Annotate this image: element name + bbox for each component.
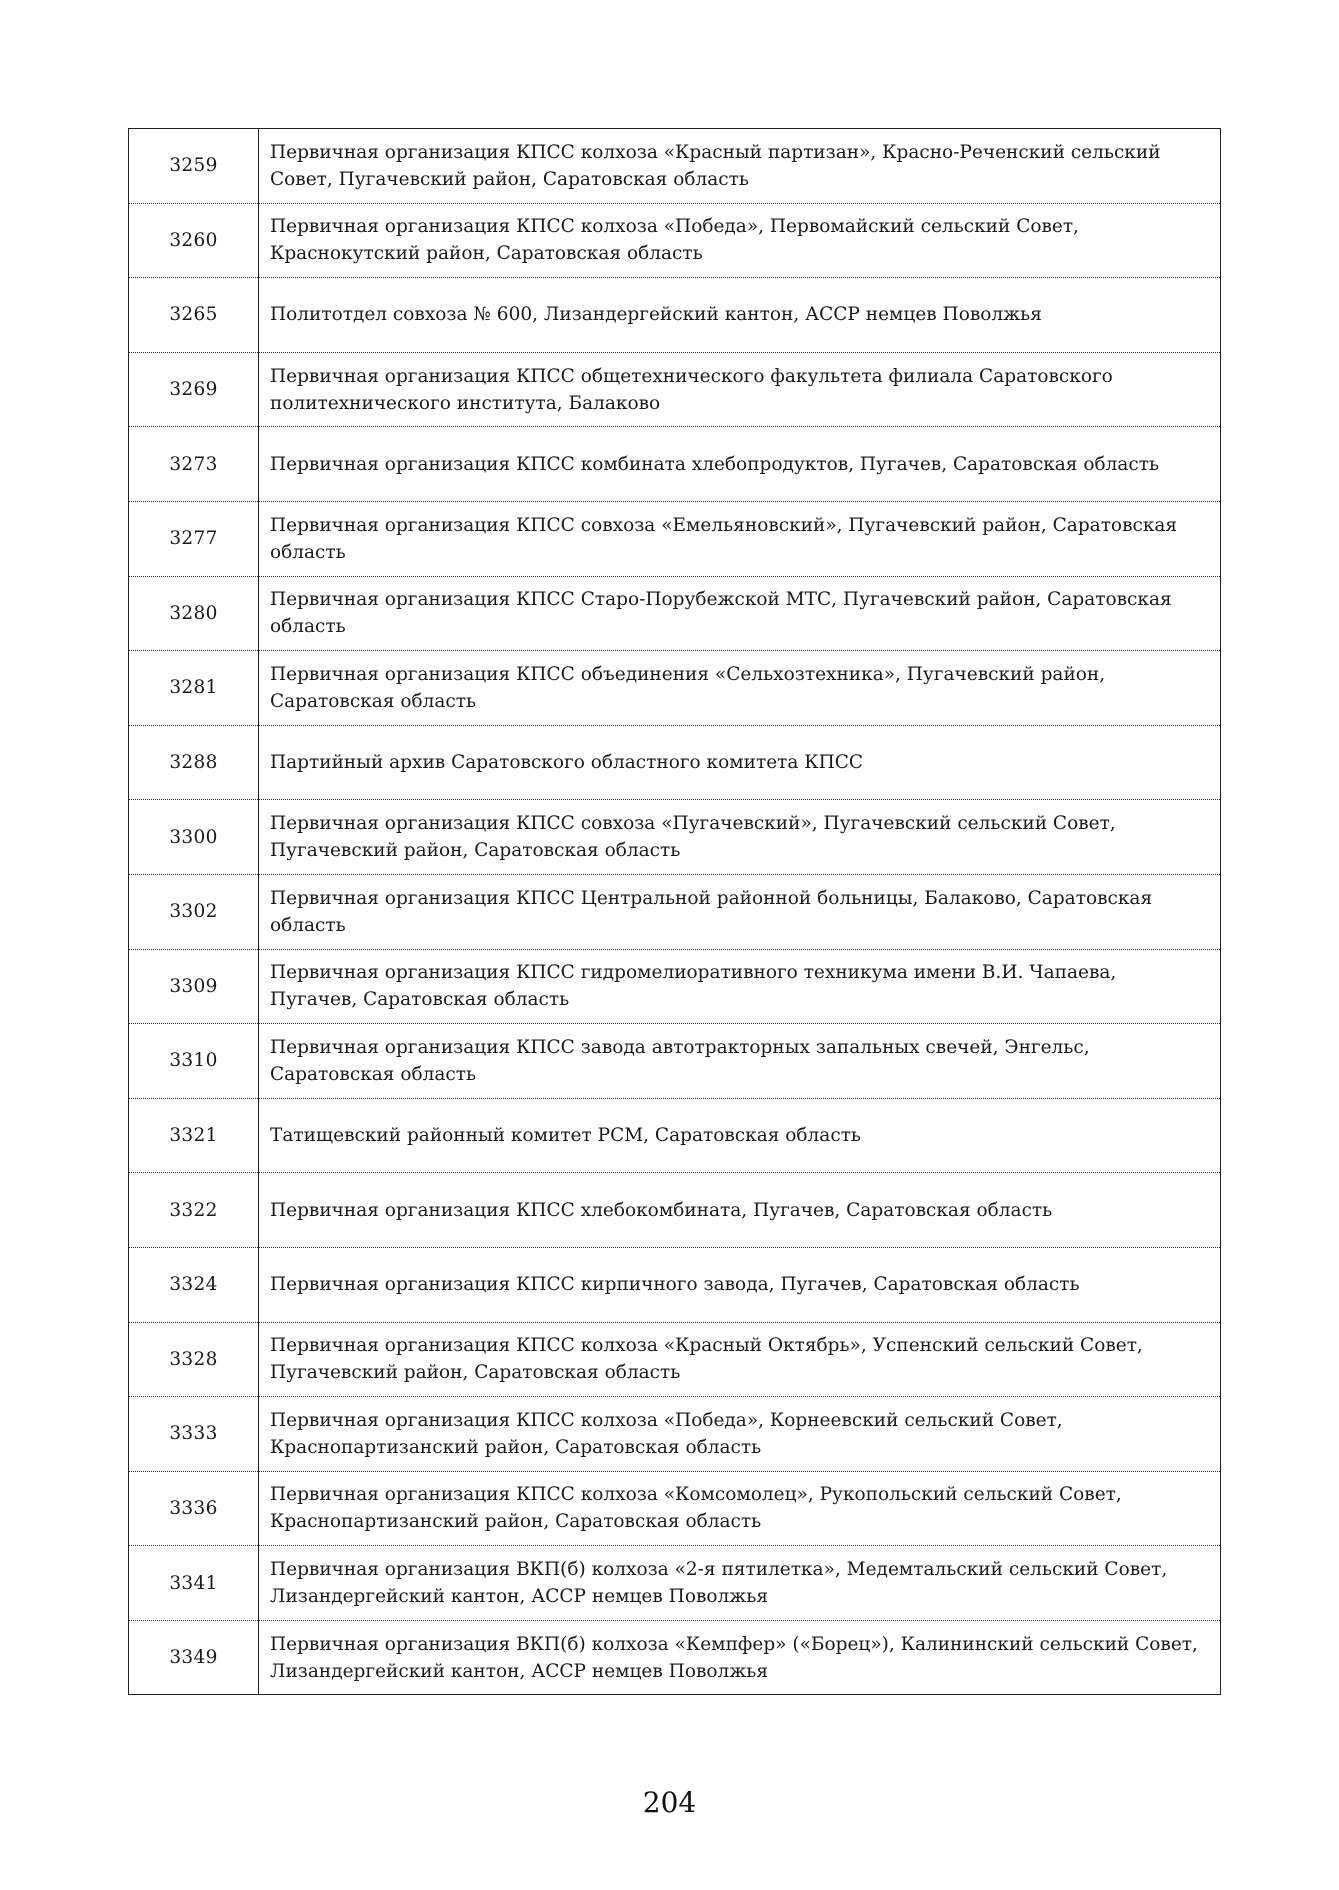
- table-row: [129, 651, 1221, 726]
- fund-description: Первичная организация КПСС Центральной районной больницы, Балаково, Саратовская область: [259, 874, 1221, 949]
- table-row: [129, 874, 1221, 949]
- fund-description: Первичная организация КПСС кирпичного завода, Пугачев, Саратовская область: [259, 1247, 1221, 1322]
- fund-number: 3310: [129, 1024, 259, 1099]
- fund-description: Первичная организация ВКП(б) колхоза «2-я пятилетка», Медемтальский сельский Совет, Лизандергейский кантон, АССР немцев Поволжья: [259, 1546, 1221, 1621]
- fund-description: Первичная организация КПСС колхоза «Победа», Корнеевский сельский Совет, Краснопартизанский район, Саратовская область: [259, 1397, 1221, 1472]
- table-row: [129, 278, 1221, 353]
- fund-number: 3309: [129, 949, 259, 1024]
- fund-number: 3341: [129, 1546, 259, 1621]
- fund-number: 3281: [129, 651, 259, 726]
- table-row: [129, 352, 1221, 427]
- fund-description: Первичная организация КПСС колхоза «Комсомолец», Рукопольский сельский Совет, Краснопартизанский район, Саратовская область: [259, 1471, 1221, 1546]
- table-row: [129, 949, 1221, 1024]
- fund-description: Первичная организация ВКП(б) колхоза «Кемпфер» («Борец»), Калининский сельский Совет, Лизандергейский кантон, АССР немцев Поволжья: [270, 1633, 1198, 1682]
- table-row: [129, 800, 1221, 875]
- fund-number: 3322: [129, 1173, 259, 1248]
- fund-description: Первичная организация КПСС Старо-Порубежской МТС, Пугачевский район, Саратовская область: [259, 576, 1221, 651]
- table-row: [129, 203, 1221, 278]
- fund-description: Политотдел совхоза № 600, Лизандергейский кантон, АССР немцев Поволжья: [259, 278, 1221, 353]
- fund-description: Первичная организация КПСС колхоза «Красный Октябрь», Успенский сельский Совет, Пугачевский район, Саратовская область: [259, 1322, 1221, 1397]
- fund-description: Первичная организация КПСС колхоза «Красный партизан», Красно-Реченский сельский Совет, Пугачевский район, Саратовская область: [259, 129, 1221, 204]
- table-row: [129, 1546, 1221, 1621]
- fund-number: 3324: [129, 1247, 259, 1322]
- fund-description: Первичная организация КПСС колхоза «Победа», Первомайский сельский Совет, Краснокутский район, Саратовская область: [259, 203, 1221, 278]
- table-row: [129, 725, 1221, 800]
- fund-list-table: [128, 128, 1221, 1695]
- table-row: [129, 1173, 1221, 1248]
- table-row: [129, 1620, 1221, 1695]
- fund-number: 3333: [129, 1397, 259, 1472]
- fund-number: 3321: [129, 1098, 259, 1173]
- fund-number: 3288: [129, 725, 259, 800]
- fund-number: 3259: [129, 129, 259, 204]
- table-row: [129, 1322, 1221, 1397]
- fund-list-body: [129, 129, 1221, 1695]
- fund-number: 3349: [129, 1620, 259, 1695]
- table-row: [129, 1397, 1221, 1472]
- table-row: [129, 1247, 1221, 1322]
- table-row: [129, 427, 1221, 502]
- fund-number: 3269: [129, 352, 259, 427]
- fund-number: 3280: [129, 576, 259, 651]
- table-row: [129, 501, 1221, 576]
- fund-description: Первичная организация КПСС объединения «Сельхозтехника», Пугачевский район, Саратовская область: [259, 651, 1221, 726]
- fund-description: Партийный архив Саратовского областного комитета КПСС: [259, 725, 1221, 800]
- table-row: [129, 1098, 1221, 1173]
- fund-number: 3302: [129, 874, 259, 949]
- fund-number: 3277: [129, 501, 259, 576]
- fund-description: Первичная организация КПСС совхоза «Пугачевский», Пугачевский сельский Совет, Пугачевский район, Саратовская область: [259, 800, 1221, 875]
- fund-number: 3328: [129, 1322, 259, 1397]
- table-row: [129, 129, 1221, 204]
- fund-description: Первичная организация КПСС комбината хлебопродуктов, Пугачев, Саратовская область: [259, 427, 1221, 502]
- fund-description: Первичная организация КПСС завода автотракторных запальных свечей, Энгельс, Саратовская область: [259, 1024, 1221, 1099]
- fund-description: Первичная организация КПСС совхоза «Емельяновский», Пугачевский район, Саратовская область: [259, 501, 1221, 576]
- fund-number: 3260: [129, 203, 259, 278]
- table-row: [129, 576, 1221, 651]
- fund-description: Татищевский районный комитет РСМ, Саратовская область: [259, 1098, 1221, 1173]
- fund-description: Первичная организация КПСС общетехнического факультета филиала Саратовского политехнического института, Балаково: [259, 352, 1221, 427]
- table-row: [129, 1471, 1221, 1546]
- fund-number: 3336: [129, 1471, 259, 1546]
- fund-number: 3273: [129, 427, 259, 502]
- fund-number: 3300: [129, 800, 259, 875]
- fund-description: Первичная организация КПСС гидромелиоративного техникума имени В.И. Чапаева, Пугачев, Саратовская область: [259, 949, 1221, 1024]
- fund-number: 3265: [129, 278, 259, 353]
- table-row: [129, 1024, 1221, 1099]
- page-number: 204: [642, 1786, 697, 1819]
- fund-description: Первичная организация КПСС хлебокомбината, Пугачев, Саратовская область: [259, 1173, 1221, 1248]
